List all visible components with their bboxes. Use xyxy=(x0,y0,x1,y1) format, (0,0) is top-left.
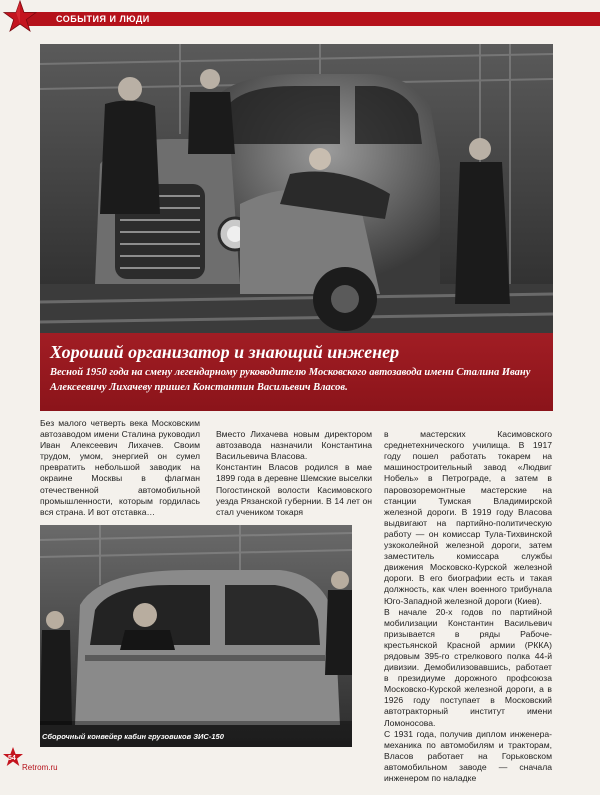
section-title: СОБЫТИЯ И ЛЮДИ xyxy=(56,14,150,24)
text-column-1 xyxy=(40,418,200,518)
source-watermark: Retrom.ru xyxy=(22,763,58,772)
cab-conveyor-illustration xyxy=(40,525,352,747)
cab-conveyor-photo xyxy=(40,525,352,747)
headline-banner xyxy=(40,333,553,411)
assembly-line-photo xyxy=(40,44,553,333)
article-lead: Весной 1950 года на смену легендарному руководителю Московского автозавода имени Сталина Ивану Алексеевичу Лихачеву пришел Константин Васильевич Власов. xyxy=(50,367,531,393)
page-number: 54 xyxy=(8,755,16,762)
text-column-3 xyxy=(384,418,552,795)
page-header xyxy=(0,0,600,28)
photo-caption: Сборочный конвейер кабин грузовиков ЗИС-150 xyxy=(42,732,224,741)
text-column-2 xyxy=(216,418,372,529)
column-1-text: Без малого четверть века Московским автозаводом имени Сталина руководил Иван Алексеевич Лихачев. Своим трудом, умом, энергией он сумел превратить небольшой заводик на окраине Москвы в флагман отечественной автомобильной промышленности, которым гордилась вся страна. И вот отставка… xyxy=(40,418,200,517)
red-star-icon xyxy=(3,0,37,34)
column-3-text: в мастерских Касимовского среднетехнического училища. В 1917 году пошел работать токарем на машиностроительный завод «Людвиг Нобель» в Петрограде, а затем в паровозоремонтные мастерские на станции Тумская Владимирской железной дороги. В 1919 году Власова выдвигают на партийно-политическую работу — он комиссар Тула-Тихвинской узкоколейной железной дороги, затем заместитель комиссара службы движения Московско-Курской железной дороги. В его биографии есть и такая должность, как член военного трибунала Юго-Западной железной дороги (Киев). В начале 20-х годов по партийной мобилизации Константин Васильевич призывается в ряды Рабоче-крестьянской Красной армии (РККА) рядовым 395-го стрелкового полка 44-й дивизии. Демобилизовавшись, работает в президиуме дорожного профсоюза Московско-Курской железной дороги, а в 1926 году поступает в Московский автотракторный институт имени Ломоносова. С 1931 года, получив диплом инженера-механика по автомобилям и тракторам, Власов работает на Горьковском автомобильном заводе — сначала инженером по наладке xyxy=(384,429,552,783)
article-title: Хороший организатор и знающий инженер xyxy=(50,342,400,362)
truck-assembly-illustration xyxy=(40,44,553,333)
column-2-text: Вместо Лихачева новым директором автозавода назначили Константина Васильевича Власова. Константин Власов родился в мае 1899 года в деревне Шемские выселки Погостинской волости Касимовского уезда Рязанской губернии. В 14 лет он стал учеником токаря xyxy=(216,429,372,517)
